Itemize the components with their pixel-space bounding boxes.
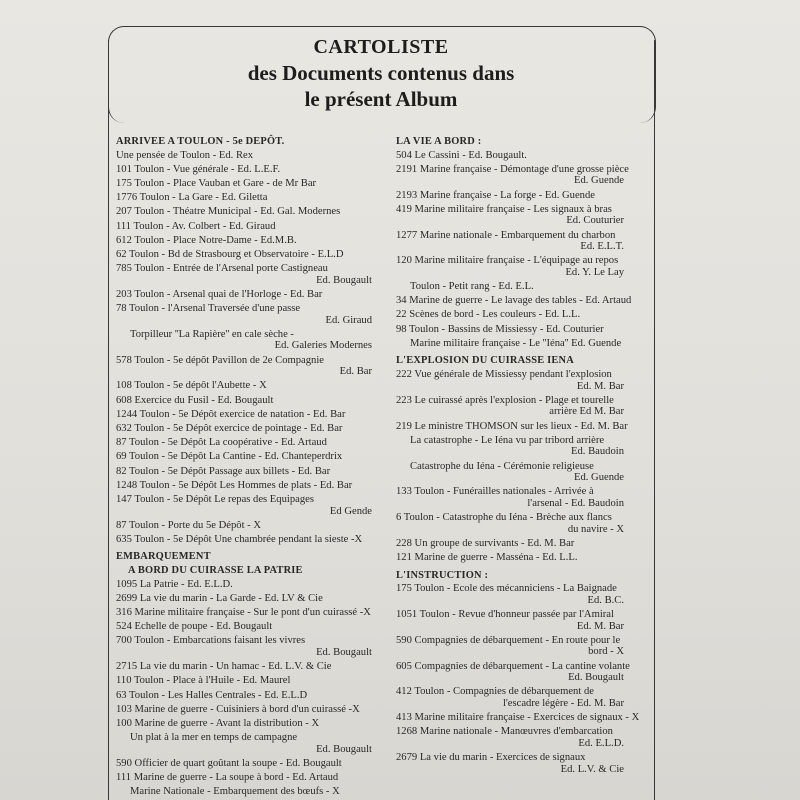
list-item	[116, 249, 398, 261]
entry-text: 608 Exercice du Fusil - Ed. Bougault	[116, 394, 274, 406]
entry-text: 78 Toulon - l'Arsenal Traversée d'une passe	[116, 303, 301, 315]
list-item	[116, 732, 398, 755]
list-item	[396, 486, 650, 509]
list-item	[396, 164, 650, 187]
entry-publisher: Ed. M. Bar	[576, 620, 624, 632]
entry-publisher: Ed. Bar	[339, 366, 372, 378]
list-item	[396, 309, 650, 321]
list-item	[396, 435, 650, 458]
entry-text: 175 Toulon - Place Vauban et Gare - de Mr Bar	[116, 177, 317, 189]
entry-text: 590 Compagnies de débarquement - En route pour le	[396, 634, 621, 646]
entry-text: 419 Marine militaire française - Les signaux à bras	[396, 203, 612, 215]
entry-text: 2699 La vie du marin - La Garde - Ed. LV & Cie	[116, 592, 323, 604]
entry-publisher: Ed. Guende	[573, 472, 624, 484]
entry-text: 635 Toulon - 5e Dépôt Une chambrée pendant la sieste -X	[116, 533, 363, 545]
entry-text: 700 Toulon - Embarcations faisant les vivres	[116, 635, 306, 647]
entry-publisher: l'arsenal - Ed. Baudoin	[527, 497, 624, 509]
list-item	[396, 461, 650, 484]
entry-text: 82 Toulon - 5e Dépôt Passage aux billets - Ed. Bar	[116, 465, 331, 477]
entry-publisher: Ed. Baudoin	[571, 446, 624, 458]
entry-text: 524 Echelle de poupe - Ed. Bougault	[116, 621, 273, 633]
entry-text: La catastrophe - Le Iéna vu par tribord arrière	[410, 434, 605, 446]
list-item	[396, 421, 650, 433]
entry-text: 504 Le Cassini - Ed. Bougault.	[396, 149, 527, 161]
list-item	[116, 423, 398, 435]
entry-text: 1776 Toulon - La Gare - Ed. Giletta	[116, 192, 268, 204]
list-item	[116, 718, 398, 730]
section-heading: EMBARQUEMENT	[116, 551, 211, 563]
list-item	[116, 494, 398, 517]
entry-text: 69 Toulon - 5e Dépôt La Cantine - Ed. Chanteperdrix	[116, 451, 343, 463]
section-heading: ARRIVEE A TOULON - 5e DEPÔT.	[116, 136, 285, 147]
list-item	[396, 230, 650, 253]
list-item	[396, 609, 650, 632]
section-heading: LA VIE A BORD :	[396, 136, 482, 147]
list-item	[396, 512, 650, 535]
list-item	[396, 635, 650, 658]
list-item	[116, 303, 398, 326]
entry-text: 632 Toulon - 5e Dépôt exercice de pointage - Ed. Bar	[116, 422, 343, 434]
entry-text: 108 Toulon - 5e dépôt l'Aubette - X	[116, 380, 267, 392]
list-item	[116, 192, 398, 204]
entry-text: 605 Compagnies de débarquement - La cantine volante	[396, 660, 630, 672]
list-item	[116, 466, 398, 478]
entry-text: 147 Toulon - 5e Dépôt Le repas des Equipages	[116, 493, 314, 505]
entry-text: 22 Scènes de bord - Les couleurs - Ed. L.L.	[396, 309, 581, 321]
list-item	[116, 409, 398, 421]
frame-border-left	[108, 40, 109, 800]
entry-text: Marine Nationale - Embarquement des bœufs - X	[130, 786, 340, 798]
list-item	[396, 395, 650, 418]
list-item	[116, 178, 398, 190]
entry-text: 2191 Marine française - Démontage d'une grosse pièce	[396, 163, 629, 175]
entry-text: 110 Toulon - Place à l'Huile - Ed. Maurel	[116, 675, 291, 687]
entry-text: 219 Le ministre THOMSON sur les lieux - Ed. M. Bar	[396, 420, 628, 432]
entry-publisher: Ed. Y. Le Lay	[565, 266, 624, 278]
entry-publisher: Ed. Galeries Modernes	[274, 340, 372, 352]
list-item	[396, 686, 650, 709]
list-item	[116, 579, 398, 591]
list-item	[116, 289, 398, 301]
entry-text: 111 Marine de guerre - La soupe à bord - Ed. Artaud	[116, 772, 339, 784]
entry-text: Toulon - Petit rang - Ed. E.L.	[410, 281, 534, 293]
entry-text: 34 Marine de guerre - Le lavage des tables - Ed. Artaud	[396, 295, 632, 307]
entry-text: 2679 La vie du marin - Exercices de signaux	[396, 752, 586, 764]
list-item	[396, 661, 650, 684]
right-column	[396, 130, 650, 778]
list-item	[396, 712, 650, 724]
section-heading: L'EXPLOSION DU CUIRASSE IENA	[396, 355, 574, 367]
entry-publisher: Ed. Couturier	[566, 215, 624, 227]
list-item	[396, 538, 650, 550]
entry-publisher: l'escadre légère - Ed. M. Bar	[502, 698, 624, 709]
list-item	[116, 772, 398, 784]
entry-text: 175 Toulon - Ecole des mécanniciens - La Baignade	[396, 583, 617, 595]
list-item	[116, 355, 398, 378]
entry-publisher: arrière Ed M. Bar	[549, 406, 624, 418]
entry-text: 101 Toulon - Vue générale - Ed. L.E.F.	[116, 163, 281, 175]
entry-text: 103 Marine de guerre - Cuisiniers à bord d'un cuirassé -X	[116, 703, 360, 715]
entry-text: Torpilleur ''La Rapière'' en cale sèche -	[130, 328, 294, 340]
entry-publisher: Ed. B.C.	[587, 594, 624, 606]
list-item	[396, 552, 650, 564]
entry-text: 203 Toulon - Arsenal quai de l'Horloge - Ed. Bar	[116, 288, 323, 300]
list-item	[116, 520, 398, 532]
section-subheading: A BORD DU CUIRASSE LA PATRIE	[128, 565, 303, 577]
entry-text: 223 Le cuirassé après l'explosion - Plage et tourelle	[396, 394, 614, 406]
list-item	[116, 480, 398, 492]
entry-text: 100 Marine de guerre - Avant la distribution - X	[116, 717, 320, 729]
entry-text: 63 Toulon - Les Halles Centrales - Ed. E.L.D	[116, 689, 308, 701]
entry-text: 612 Toulon - Place Notre-Dame - Ed.M.B.	[116, 234, 297, 246]
entry-publisher: Ed. M. Bar	[576, 380, 624, 392]
entry-text: 1051 Toulon - Revue d'honneur passée par l'Amiral	[396, 609, 614, 621]
list-item	[396, 150, 650, 162]
entry-text: 1268 Marine nationale - Manœuvres d'embarcation	[396, 726, 613, 738]
list-item	[116, 758, 398, 770]
section-heading: L'INSTRUCTION :	[396, 569, 489, 581]
list-item	[116, 593, 398, 605]
entry-text: 87 Toulon - Porte du 5e Dépôt - X	[116, 519, 262, 531]
entry-text: 121 Marine de guerre - Masséna - Ed. L.L.	[396, 552, 578, 564]
list-item	[116, 534, 398, 546]
title-line2: des Documents contenus dans	[247, 61, 515, 85]
list-item	[396, 281, 650, 293]
entry-publisher: Ed. Bougault	[316, 274, 372, 286]
entry-text: 207 Toulon - Théatre Municipal - Ed. Gal. Modernes	[116, 206, 341, 218]
list-item	[116, 704, 398, 716]
entry-text: 87 Toulon - 5e Dépôt La coopérative - Ed. Artaud	[116, 437, 327, 449]
entry-text: 1248 Toulon - 5e Dépôt Les Hommes de plats - Ed. Bar	[116, 479, 353, 491]
entry-text: 222 Vue générale de Missiessy pendant l'explosion	[396, 369, 612, 381]
entry-text: Catastrophe du Iéna - Cérémonie religieuse	[410, 460, 594, 472]
list-item	[116, 661, 398, 673]
list-item	[116, 395, 398, 407]
entry-publisher: du navire - X	[567, 523, 624, 535]
entry-text: 1277 Marine nationale - Embarquement du charbon	[396, 229, 616, 241]
entry-text: 1244 Toulon - 5e Dépôt exercice de natation - Ed. Bar	[116, 408, 346, 420]
list-item	[116, 675, 398, 687]
list-item	[116, 621, 398, 633]
entry-publisher: Ed. Guende	[573, 175, 624, 187]
list-item	[116, 437, 398, 449]
entry-text: Une pensée de Toulon - Ed. Rex	[116, 149, 254, 161]
list-item	[116, 635, 398, 658]
title-main: CARTOLISTE	[313, 36, 449, 58]
list-item	[116, 607, 398, 619]
entry-publisher: Ed. Bougault	[316, 647, 372, 658]
list-item	[116, 164, 398, 176]
entry-text: 412 Toulon - Compagnies de débarquement de	[396, 686, 594, 698]
list-item	[116, 451, 398, 463]
entry-publisher: Ed. Giraud	[325, 314, 372, 326]
title-line3: le présent Album	[304, 87, 458, 111]
entry-text: 111 Toulon - Av. Colbert - Ed. Giraud	[116, 220, 276, 232]
entry-text: 228 Un groupe de survivants - Ed. M. Bar	[396, 537, 575, 549]
entry-text: 98 Toulon - Bassins de Missiessy - Ed. Couturier	[396, 323, 604, 335]
list-item	[116, 221, 398, 233]
entry-text: 62 Toulon - Bd de Strasbourg et Observatoire - E.L.D	[116, 248, 344, 260]
list-item	[396, 295, 650, 307]
list-item	[396, 338, 650, 350]
entry-publisher: Ed. E.L.D.	[578, 737, 624, 749]
entry-text: 133 Toulon - Funérailles nationales - Arrivée à	[396, 486, 594, 498]
frame-border-right	[654, 40, 655, 800]
list-item	[116, 235, 398, 247]
entry-publisher: Ed. E.L.T.	[580, 241, 624, 253]
entry-text: Un plat à la mer en temps de campagne	[130, 732, 298, 744]
list-item	[396, 255, 650, 278]
entry-text: 578 Toulon - 5e dépôt Pavillon de 2e Compagnie	[116, 354, 324, 366]
left-column	[116, 130, 398, 800]
entry-publisher: Ed. Bougault	[568, 672, 624, 684]
list-item	[396, 583, 650, 606]
list-item	[396, 726, 650, 749]
list-item	[396, 204, 650, 227]
list-item	[396, 190, 650, 202]
list-item	[116, 786, 398, 798]
entry-text: 2715 La vie du marin - Un hamac - Ed. L.V. & Cie	[116, 661, 332, 673]
entry-publisher: bord - X	[588, 646, 624, 658]
entry-text: 1095 La Patrie - Ed. E.L.D.	[116, 578, 233, 590]
list-item	[116, 150, 398, 162]
entry-text: 120 Marine militaire française - L'équipage au repos	[396, 255, 619, 267]
list-item	[116, 263, 398, 286]
entry-text: 6 Toulon - Catastrophe du Iéna - Brèche aux flancs	[396, 512, 612, 524]
entry-publisher: Ed Gende	[329, 505, 372, 517]
list-item	[396, 369, 650, 392]
entry-publisher: Ed. L.V. & Cie	[560, 763, 624, 775]
list-item	[116, 206, 398, 218]
entry-text: 590 Officier de quart goûtant la soupe - Ed. Bougault	[116, 757, 342, 769]
entry-publisher: Ed. Bougault	[316, 743, 372, 755]
entry-text: 316 Marine militaire française - Sur le pont d'un cuirassé -X	[116, 607, 371, 619]
entry-text: 413 Marine militaire française - Exercices de signaux - X	[396, 712, 640, 724]
list-item	[396, 324, 650, 336]
list-item	[116, 329, 398, 352]
entry-text: 2193 Marine française - La forge - Ed. Guende	[396, 189, 595, 201]
page-title	[110, 34, 652, 112]
entry-text: Marine militaire française - Le ''Iéna'' Ed. Guende	[410, 337, 622, 349]
list-item	[116, 690, 398, 702]
entry-text: 785 Toulon - Entrée de l'Arsenal porte Castigneau	[116, 263, 328, 275]
list-item	[116, 380, 398, 392]
list-item	[396, 752, 650, 775]
